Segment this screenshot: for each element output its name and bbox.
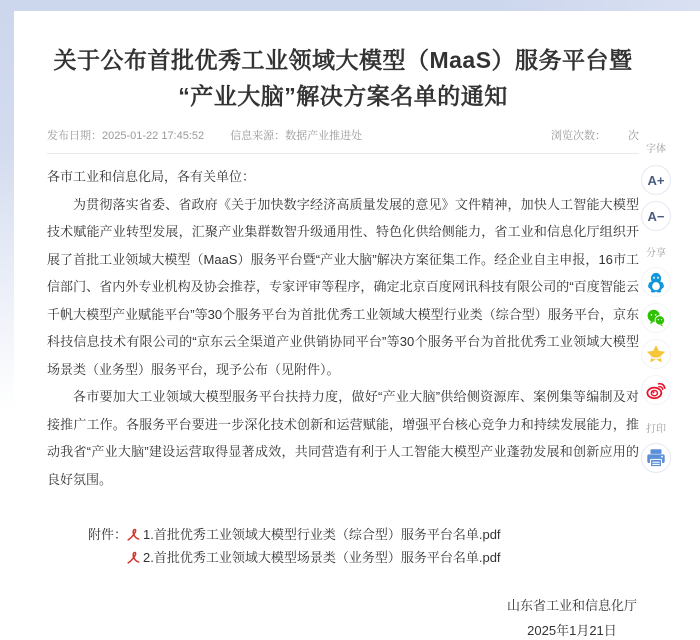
share-qzone-button[interactable] — [641, 339, 671, 369]
printer-icon — [645, 447, 667, 469]
attachments-list — [127, 523, 501, 569]
article-card — [14, 11, 700, 638]
paragraph: 各市要加大工业领域大模型服务平台扶持力度，做好“产业大脑”供给侧资源库、案例集等编制及对接推广工作。各服务平台要进一步深化技术创新和运营赋能，增强平台核心竞争力和持续发展能力，推动我省“产业大脑”建设运营取得显著成效，共同营造有利于人工智能大模型产业蓬勃发展和创新应用的良好氛围。 — [47, 389, 639, 487]
qzone-icon — [645, 343, 667, 365]
share-weibo-button[interactable] — [641, 375, 671, 405]
signature-date: 2025年1月21日 — [527, 623, 617, 638]
wechat-icon — [645, 307, 667, 329]
meta-divider — [47, 153, 639, 154]
page-edge-top — [0, 0, 700, 11]
view-count: 浏览次数： 次 — [551, 130, 639, 142]
page-title — [47, 42, 639, 114]
print-label: 打印 — [646, 424, 666, 435]
share-label: 分享 — [646, 248, 666, 259]
weibo-icon — [645, 379, 667, 401]
page-edge-left — [0, 11, 14, 411]
publish-date: 发布日期：2025-01-22 17:45:52 — [47, 130, 205, 142]
meta-row — [47, 127, 639, 143]
attachment-file-name[interactable]: 2.首批优秀工业领域大模型场景类（业务型）服务平台名单.pdf — [143, 550, 501, 565]
font-increase-button[interactable]: A+ — [641, 165, 671, 195]
font-size-label: 字体 — [646, 144, 666, 155]
qq-icon — [645, 271, 667, 293]
page-title-line1: 关于公布首批优秀工业领域大模型（MaaS）服务平台暨 — [53, 47, 633, 73]
paragraph: 为贯彻落实省委、省政府《关于加快数字经济高质量发展的意见》文件精神，加快人工智能大模型技术赋能产业转型发展，汇聚产业集群数智升级通用性、特色化供给侧能力，省工业和信息化厅组织开展了首批工业领域大模型（MaaS）服务平台暨“产业大脑”解决方案征集工作。经企业自主申报，16市工信部门、省内外专业机构及协会推荐，专家评审等程序，确定北京百度网讯科技有限公司的“百度智能云千帆大模型产业赋能平台”等30个服务平台为首批优秀工业领域大模型行业类（综合型）服务平台，京东科技信息技术有限公司的“京东云全渠道产业供销协同平台”等30个服务平台为首批优秀工业领域大模型场景类（业务型）服务平台，现予公布（见附件）。 — [47, 196, 639, 377]
share-wechat-button[interactable] — [641, 303, 671, 333]
attachment-link-1[interactable] — [127, 523, 501, 546]
attachments-label: 附件： — [88, 527, 128, 542]
page-title-line2: “产业大脑”解决方案名单的通知 — [178, 83, 508, 109]
share-qq-button[interactable] — [641, 267, 671, 297]
side-toolbar — [630, 143, 682, 473]
print-button[interactable] — [641, 443, 671, 473]
attachments-block — [88, 523, 639, 569]
font-decrease-button[interactable]: A− — [641, 201, 671, 231]
pdf-icon — [127, 528, 140, 541]
salutation: 各市工业和信息化局，各有关单位： — [47, 169, 256, 184]
attachment-link-2[interactable] — [127, 546, 501, 569]
info-source: 信息来源：数据产业推进处 — [230, 130, 363, 142]
signature-block — [507, 597, 637, 640]
pdf-icon — [127, 551, 140, 564]
article-content — [47, 11, 639, 640]
article-body — [47, 163, 639, 493]
attachment-file-name[interactable]: 1.首批优秀工业领域大模型行业类（综合型）服务平台名单.pdf — [143, 527, 501, 542]
signature-org: 山东省工业和信息化厅 — [506, 598, 637, 613]
